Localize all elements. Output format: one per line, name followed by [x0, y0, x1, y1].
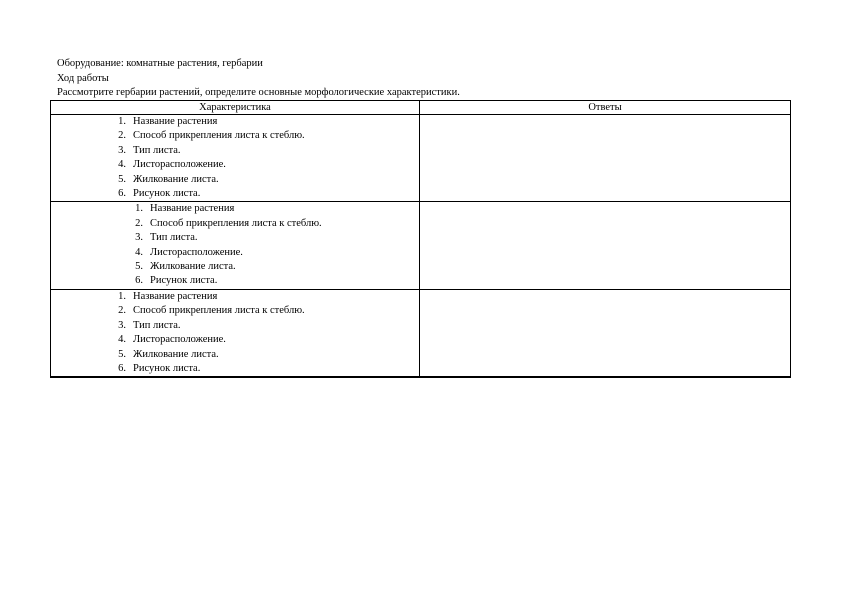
characteristics-cell: [51, 289, 420, 377]
item-number: 4.: [118, 159, 126, 171]
item-number: 3.: [118, 144, 126, 156]
item-number: 4.: [118, 334, 126, 346]
list-item: [108, 304, 419, 318]
list-item: [108, 362, 419, 376]
list-item: [125, 231, 419, 245]
table-header-row: [51, 101, 791, 115]
item-number: 2.: [118, 130, 126, 142]
procedure-heading: Ход работы: [57, 72, 109, 84]
item-number: 4.: [135, 246, 143, 258]
item-number: 6.: [135, 275, 143, 287]
item-text: Название растения: [133, 290, 218, 302]
task-instruction: Рассмотрите гербарии растений, определите основные морфологические характеристики.: [57, 87, 460, 98]
list-item: [108, 187, 419, 201]
list-item: [125, 246, 419, 260]
item-text: Название растения: [133, 116, 218, 127]
item-number: 1.: [135, 203, 143, 215]
item-text: Листорасположение.: [133, 334, 226, 346]
characteristics-cell: [51, 115, 420, 202]
item-text: Листорасположение.: [150, 246, 243, 258]
item-number: 5.: [118, 173, 126, 185]
list-item: [108, 290, 419, 304]
item-text: Тип листа.: [133, 144, 181, 156]
answer-cell[interactable]: [420, 202, 791, 289]
list-item: [108, 129, 419, 143]
characteristics-cell: [51, 202, 420, 289]
item-number: 2.: [135, 217, 143, 229]
answer-cell[interactable]: [420, 115, 791, 202]
item-text: Жилкование листа.: [133, 173, 219, 185]
header-answers: Ответы: [420, 101, 791, 115]
list-item: [108, 348, 419, 362]
item-text: Рисунок листа.: [133, 362, 201, 374]
intro-block: [57, 57, 460, 101]
item-text: Листорасположение.: [133, 159, 226, 171]
list-item: [108, 144, 419, 158]
list-item: [108, 319, 419, 333]
equipment-line: Оборудование: комнатные растения, гербарии: [57, 58, 263, 69]
item-text: Название растения: [150, 203, 235, 215]
table-row: [51, 202, 791, 289]
item-text: Тип листа.: [133, 319, 181, 331]
item-text: Жилкование листа.: [133, 348, 219, 360]
item-text: Жилкование листа.: [150, 261, 236, 273]
item-text: Тип листа.: [150, 232, 198, 244]
item-number: 3.: [118, 319, 126, 331]
item-number: 6.: [118, 362, 126, 374]
item-number: 6.: [118, 188, 126, 200]
characteristics-table: [50, 100, 791, 378]
item-text: Способ прикрепления листа к стеблю.: [150, 217, 322, 229]
list-item: [108, 173, 419, 187]
list-item: [125, 260, 419, 274]
item-number: 3.: [135, 232, 143, 244]
item-number: 5.: [135, 261, 143, 273]
characteristics-list: [51, 202, 419, 288]
item-text: Способ прикрепления листа к стеблю.: [133, 305, 305, 317]
item-number: 5.: [118, 348, 126, 360]
table-row: [51, 289, 791, 377]
item-text: Рисунок листа.: [133, 188, 201, 200]
answer-cell[interactable]: [420, 289, 791, 377]
list-item: [108, 158, 419, 172]
item-number: 2.: [118, 305, 126, 317]
characteristics-list: [51, 290, 419, 376]
item-number: 1.: [118, 116, 126, 127]
list-item: [108, 333, 419, 347]
item-number: 1.: [118, 290, 126, 302]
item-text: Рисунок листа.: [150, 275, 218, 287]
header-characteristic: Характеристика: [51, 101, 420, 115]
list-item: [125, 217, 419, 231]
list-item: [125, 202, 419, 216]
list-item: [108, 115, 419, 129]
table-row: [51, 115, 791, 202]
characteristics-list: [51, 115, 419, 201]
item-text: Способ прикрепления листа к стеблю.: [133, 130, 305, 142]
list-item: [125, 274, 419, 288]
